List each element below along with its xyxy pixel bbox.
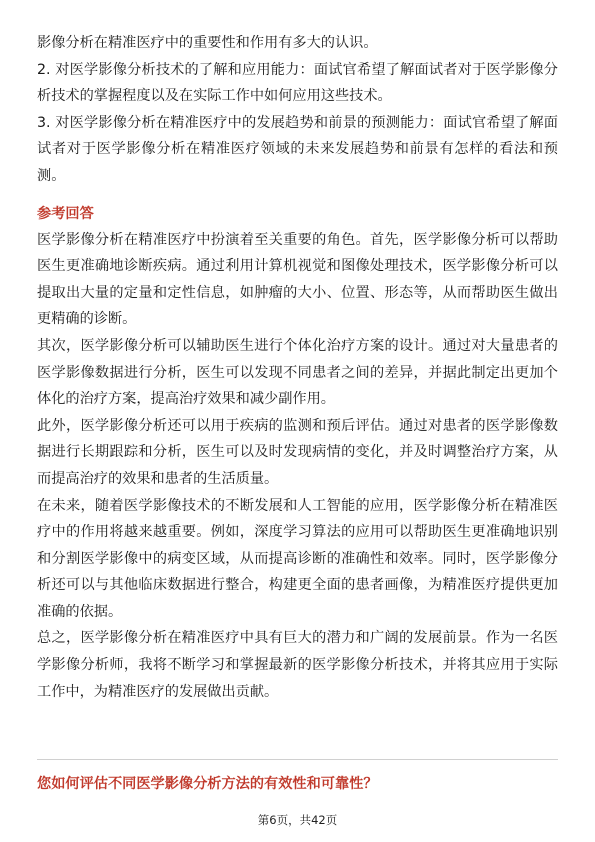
page-number: 第6页，共42页: [257, 813, 338, 827]
reference-answer-heading: 参考回答: [37, 205, 94, 222]
intro-continuation: 影像分析在精准医疗中的重要性和作用有多大的认识。: [37, 35, 378, 51]
page-content: [37, 30, 558, 705]
criteria-item-2: 2. 对医学影像分析技术的了解和应用能力：面试官希望了解面试者对于医学影像分析技术的掌握程度以及在实际工作中如何应用这些技术。: [37, 61, 558, 105]
criteria-item-3: 3. 对医学影像分析在精准医疗中的发展趋势和前景的预测能力：面试官希望了解面试者对于医学影像分析在精准医疗领域的未来发展趋势和前景有怎样的看法和预测。: [37, 114, 558, 184]
answer-paragraph: 此外，医学影像分析还可以用于疾病的监测和预后评估。通过对患者的医学影像数据进行长期跟踪和分析，医生可以及时发现病情的变化，并及时调整治疗方案，从而提高治疗的效果和患者的生活质量。: [37, 417, 558, 487]
answer-paragraph: 在未来，随着医学影像技术的不断发展和人工智能的应用，医学影像分析在精准医疗中的作用将越来越重要。例如，深度学习算法的应用可以帮助医生更准确地识别和分割医学影像中的病变区域，从而提高诊断的准确性和效率。同时，医学影像分析还可以与其他临床数据进行整合，构建更全面的患者画像，为精准医疗提供更加准确的依据。: [37, 497, 558, 620]
section-divider: [37, 759, 558, 760]
answer-paragraph: 其次，医学影像分析可以辅助医生进行个体化治疗方案的设计。通过对大量患者的医学影像数据进行分析，医生可以发现不同患者之间的差异，并据此制定出更加个体化的治疗方案，提高治疗效果和减少副作用。: [37, 337, 558, 408]
answer-paragraph: 总之，医学影像分析在精准医疗中具有巨大的潜力和广阔的发展前景。作为一名医学影像分析师，我将不断学习和掌握最新的医学影像分析技术，并将其应用于实际工作中，为精准医疗的发展做出贡献。: [37, 630, 558, 700]
answer-paragraph: 医学影像分析在精准医疗中扮演着至关重要的角色。首先，医学影像分析可以帮助医生更准确地诊断疾病。通过利用计算机视觉和图像处理技术，医学影像分析可以提取出大量的定量和定性信息，如肿瘤的大小、位置、形态等，从而帮助医生做出更精确的诊断。: [37, 231, 558, 328]
next-question-heading: 您如何评估不同医学影像分析方法的有效性和可靠性？: [37, 776, 378, 792]
